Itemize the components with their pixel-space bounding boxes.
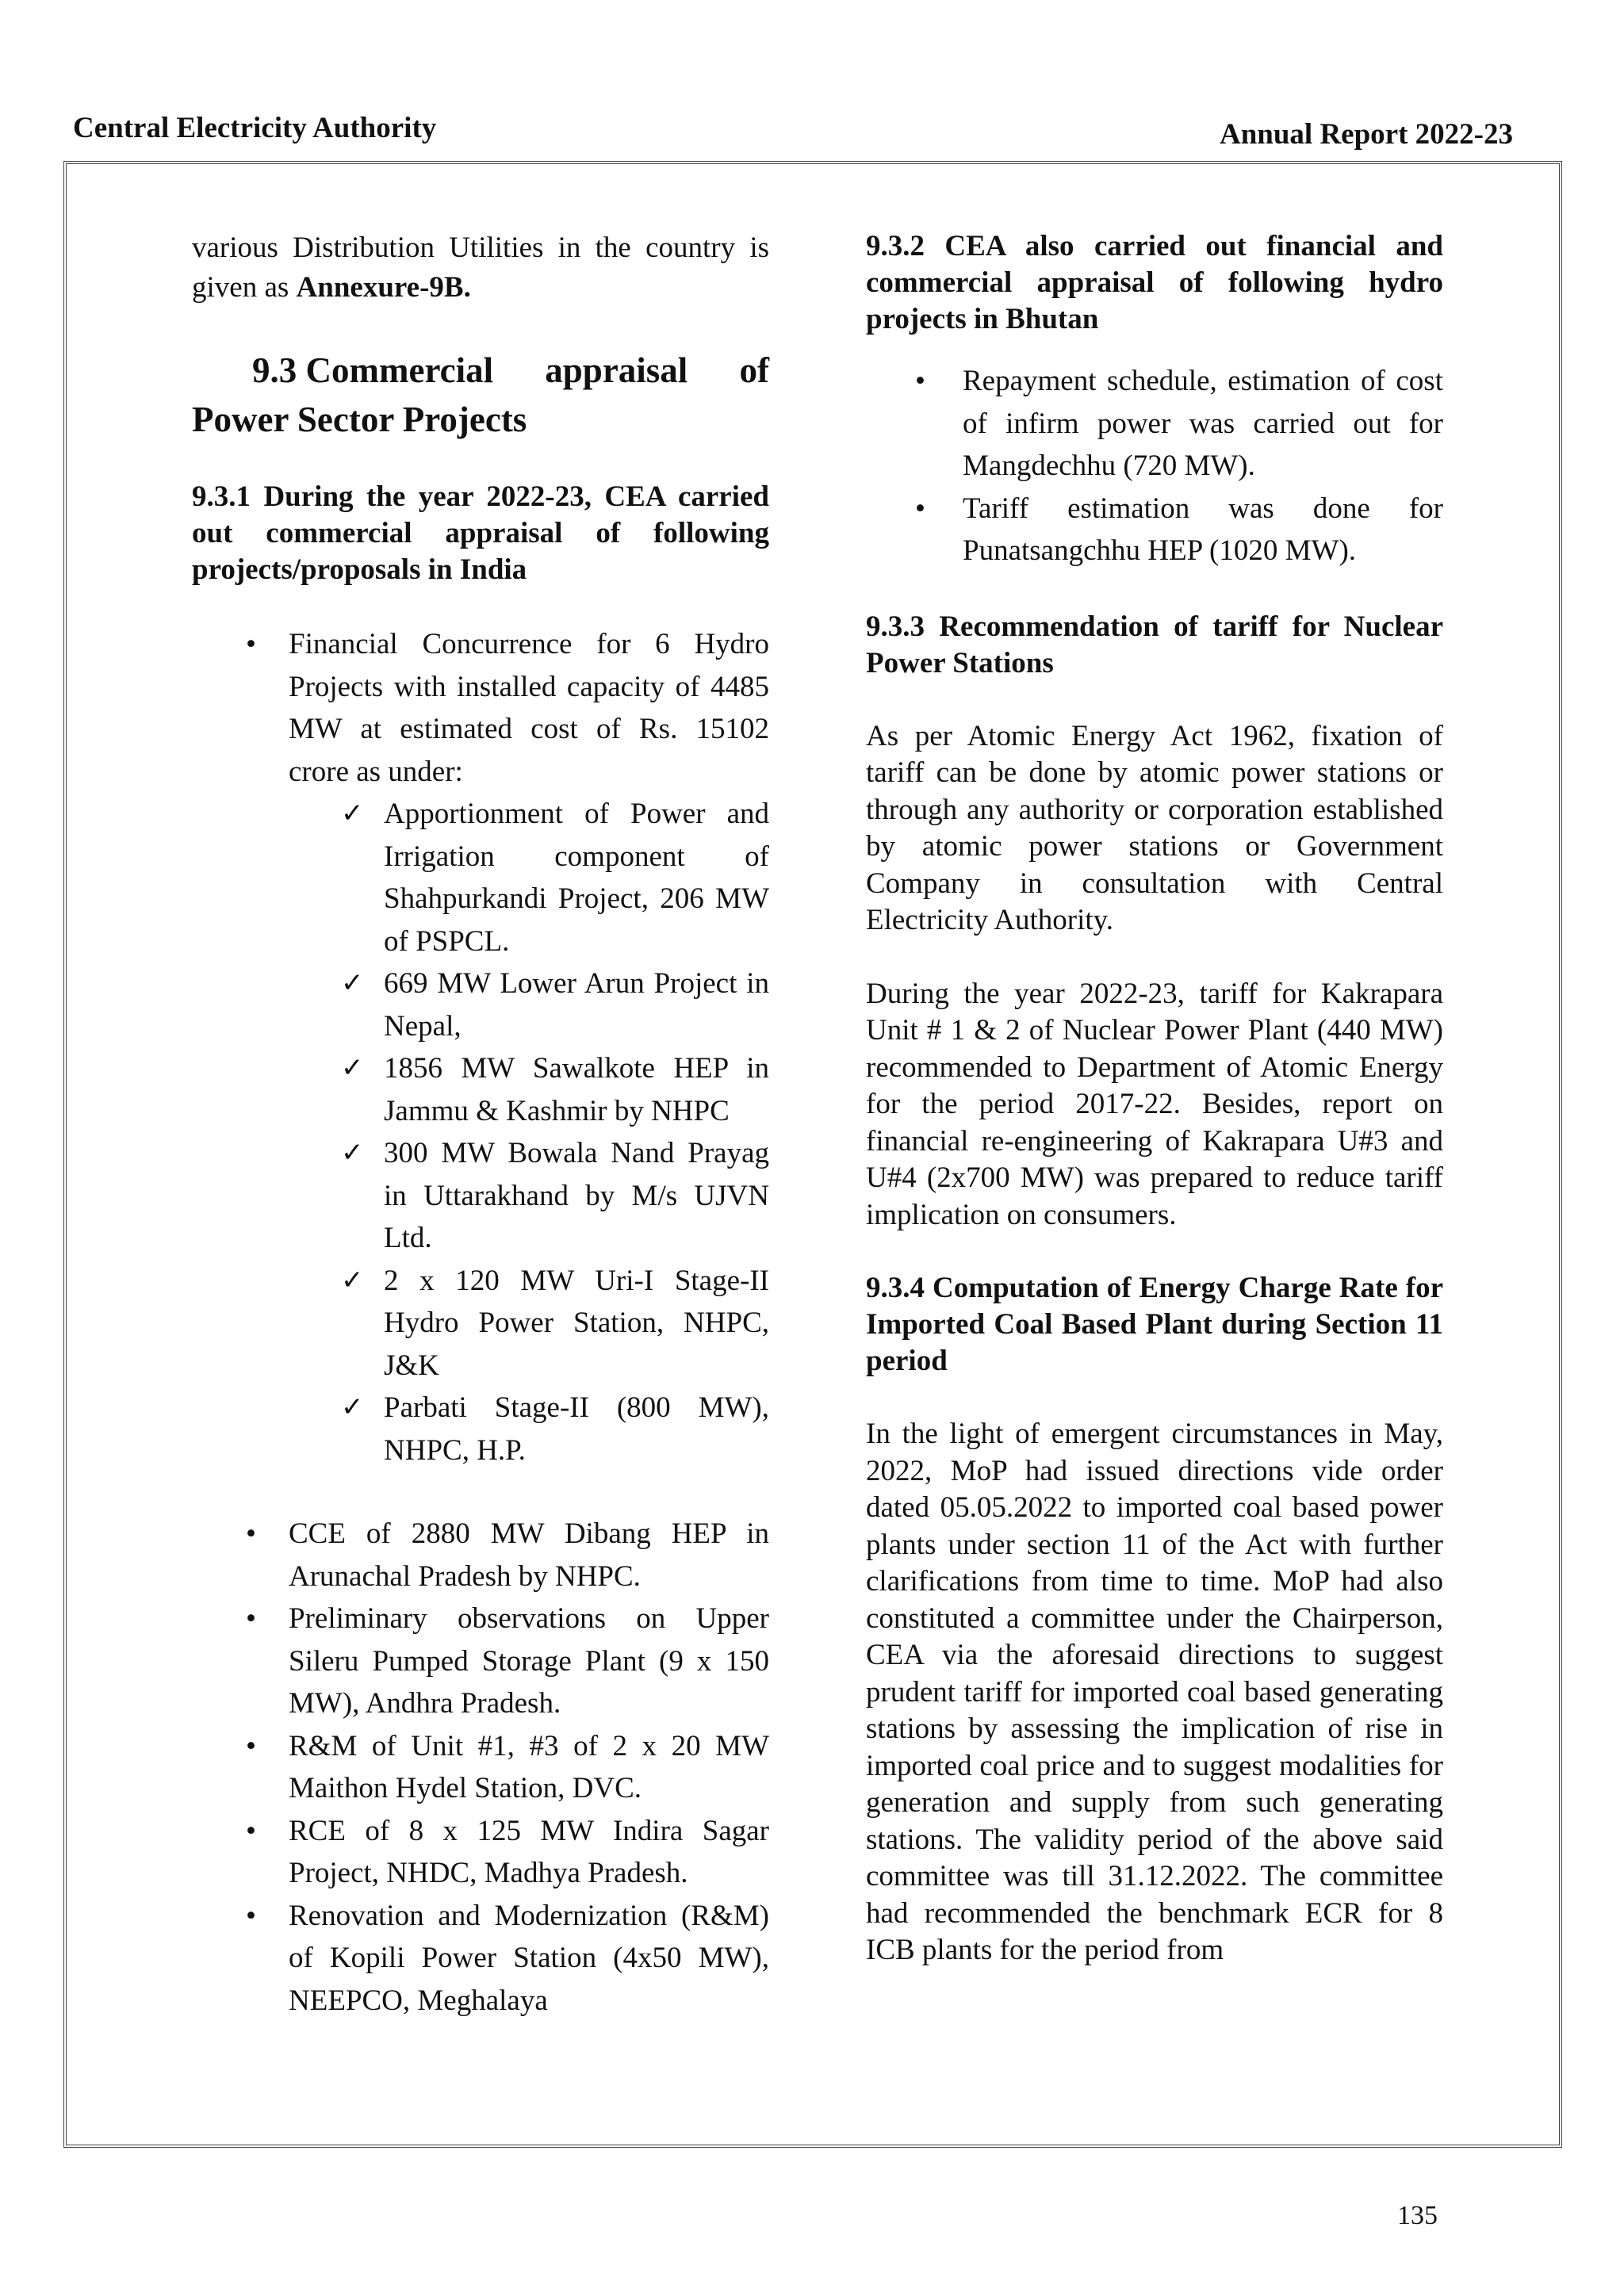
section-heading-word2: appraisal: [545, 350, 688, 390]
right-column: [866, 228, 1443, 1969]
left-bullet-list-2: [192, 1513, 769, 2022]
check-item: ✓ 1856 MW Sawalkote HEP in Jammu & Kashmir by NHPC: [287, 1047, 769, 1132]
check-list: [192, 793, 769, 1471]
header-org-name: Central Electricity Authority: [73, 112, 437, 144]
page-number: 135: [1397, 2201, 1438, 2230]
paragraph-atomic-energy-act: As per Atomic Energy Act 1962, fixation of tariff can be done by atomic power stations or through any authority or corporation established by atomic power stations or Government Company in consultation with Central Electricity Authority.: [866, 719, 1443, 936]
list-item: • CCE of 2880 MW Dibang HEP in Arunachal Pradesh by NHPC.: [192, 1513, 769, 1598]
list-item: [192, 623, 769, 1471]
list-item: • Repayment schedule, estimation of cost of infirm power was carried out for Mangdechhu (720 MW).: [866, 360, 1443, 488]
subheading-9-3-1: 9.3.1 During the year 2022-23, CEA carried out commercial appraisal of following projects/proposals in India: [192, 480, 769, 586]
subheading-9-3-4: 9.3.4 Computation of Energy Charge Rate for Imported Coal Based Plant during Section 11 period: [866, 1272, 1443, 1377]
subheading-9-3-3: 9.3.3 Recommendation of tariff for Nuclear Power Stations: [866, 610, 1443, 679]
left-column: [192, 228, 769, 2022]
section-heading-line2: Power Sector Projects: [192, 400, 527, 439]
section-heading-9-3: [192, 346, 769, 444]
check-item: ✓ 669 MW Lower Arun Project in Nepal,: [287, 962, 769, 1047]
check-item: ✓ Apportionment of Power and Irrigation component of Shahpurkandi Project, 206 MW of PSPCL.: [287, 793, 769, 962]
paragraph-section-11: In the light of emergent circumstances in May, 2022, MoP had issued directions vide order dated 05.05.2022 to imported coal based power plants under section 11 of the Act with further clarifications from time to time. MoP had also constituted a committee under the Chairperson, CEA via the aforesaid directions to suggest prudent tariff for imported coal based generating stations by assessing the implication of rise in imported coal price and to suggest modalities for generation and supply from such generating stations. The validity period of the above said committee was till 31.12.2022. The committee had recommended the benchmark ECR for 8 ICB plants for the period from: [866, 1418, 1443, 1966]
check-item: ✓ 300 MW Bowala Nand Prayag in Uttarakhand by M/s UJVN Ltd.: [287, 1132, 769, 1260]
header-report-title: Annual Report 2022-23: [1219, 118, 1513, 151]
bullet-text: Financial Concurrence for 6 Hydro Projects with installed capacity of 4485 MW at estimated cost of Rs. 15102 crore as under:: [289, 628, 769, 788]
subheading-9-3-2: 9.3.2 CEA also carried out financial and commercial appraisal of following hydro projects in Bhutan: [866, 230, 1443, 335]
annexure-ref: Annexure-9B.: [296, 271, 471, 304]
list-item: • RCE of 8 x 125 MW Indira Sagar Project, NHDC, Madhya Pradesh.: [192, 1810, 769, 1895]
section-heading-word1: 9.3 Commercial: [252, 350, 494, 390]
list-item: • Renovation and Modernization (R&M) of Kopili Power Station (4x50 MW), NEEPCO, Meghalaya: [192, 1895, 769, 2022]
intro-text: various Distribution Utilities in the country is given as: [192, 232, 769, 304]
list-item: • Tariff estimation was done for Punatsangchhu HEP (1020 MW).: [866, 488, 1443, 572]
left-bullet-list-1: [192, 623, 769, 1471]
list-item: • R&M of Unit #1, #3 of 2 x 20 MW Maithon Hydel Station, DVC.: [192, 1725, 769, 1810]
check-item: ✓ Parbati Stage-II (800 MW), NHPC, H.P.: [287, 1387, 769, 1471]
intro-paragraph: [192, 228, 769, 308]
check-item: ✓ 2 x 120 MW Uri-I Stage-II Hydro Power Station, NHPC, J&K: [287, 1260, 769, 1387]
list-item: • Preliminary observations on Upper Sileru Pumped Storage Plant (9 x 150 MW), Andhra Pradesh.: [192, 1598, 769, 1725]
section-heading-word3: of: [739, 350, 769, 390]
paragraph-kakrapara: During the year 2022-23, tariff for Kakrapara Unit # 1 & 2 of Nuclear Power Plant (440 MW) recommended to Department of Atomic Energy for the period 2017-22. Besides, report on financial re-engineering of Kakrapara U#3 and U#4 (2x700 MW) was prepared to reduce tariff implication on consumers.: [866, 977, 1443, 1231]
right-bullet-list: [866, 360, 1443, 572]
